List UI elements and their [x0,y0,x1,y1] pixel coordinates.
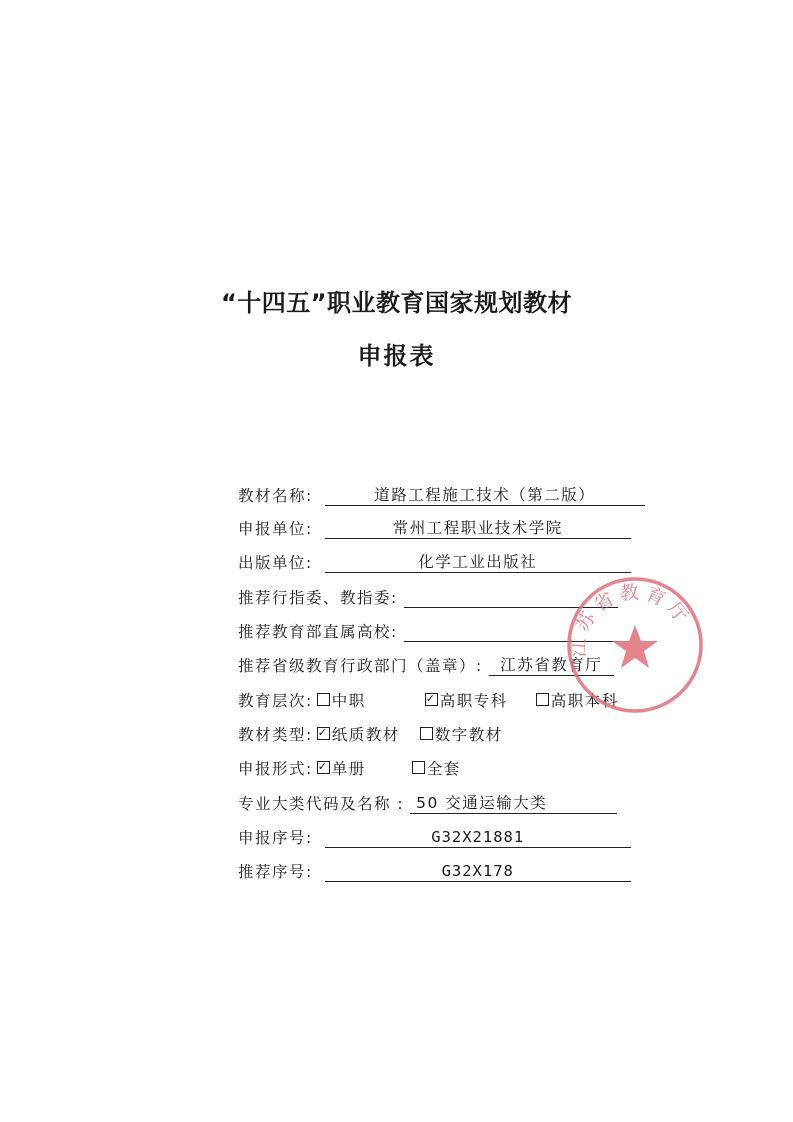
application-no-value: G32X21881 [431,828,525,846]
option-label: 纸质教材 [331,726,400,744]
option-zhongzhi[interactable] [317,689,366,711]
major-category-field[interactable] [410,793,617,814]
svg-text:江苏省教育厅: 江苏省教育厅 [567,581,696,659]
recommend-province-value: 江苏省教育厅 [500,656,603,674]
option-label: 全套 [426,760,461,778]
option-full-set[interactable] [412,757,461,779]
row-application-no [238,826,631,848]
recommend-no-field[interactable] [325,861,631,882]
option-label: 高职专科 [439,692,508,710]
option-gaozhi-benke[interactable] [536,689,619,711]
application-form-label: 申报形式: [238,760,313,778]
application-no-label: 申报序号: [238,829,313,847]
checkbox-icon[interactable] [420,727,433,740]
row-major-category [238,792,617,814]
document-subtitle: 申报表 [357,342,436,370]
checkbox-icon[interactable] [317,727,330,740]
option-paper[interactable] [317,723,400,745]
option-label: 数字教材 [434,726,503,744]
option-label: 单册 [331,760,366,778]
checkbox-icon[interactable] [317,761,330,774]
row-recommend-committee [238,586,618,608]
textbook-name-label: 教材名称: [238,487,313,505]
education-level-label: 教育层次: [238,692,313,710]
applicant-unit-value: 常州工程职业技术学院 [392,519,563,537]
checkbox-icon[interactable] [536,693,549,706]
recommend-committee-field[interactable] [404,587,618,608]
publisher-value: 化学工业出版社 [418,553,538,571]
option-label: 中职 [331,692,366,710]
checkbox-icon[interactable] [412,761,425,774]
recommend-no-label: 推荐序号: [238,863,313,881]
row-applicant-unit [238,517,631,539]
application-no-field[interactable] [325,827,631,848]
recommend-province-field[interactable] [489,655,614,676]
textbook-type-label: 教材类型: [238,726,313,744]
row-publisher [238,551,631,573]
publisher-field[interactable] [325,552,631,573]
option-gaozhi-zhuanke[interactable] [425,689,508,711]
option-single[interactable] [317,757,366,779]
row-recommend-province [238,654,614,676]
checkbox-icon[interactable] [425,693,438,706]
textbook-name-value: 道路工程施工技术（第二版） [374,486,596,504]
document-title: “十四五”职业教育国家规划教材 [220,289,573,317]
recommend-school-label: 推荐教育部直属高校: [238,623,398,641]
recommend-committee-label: 推荐行指委、教指委: [238,589,398,607]
applicant-unit-label: 申报单位: [238,520,313,538]
textbook-name-field[interactable] [325,485,645,506]
row-recommend-school [238,620,618,642]
major-category-label: 专业大类代码及名称 : [238,795,405,813]
major-category-value: 50 交通运输大类 [416,794,548,812]
row-recommend-no [238,860,631,882]
recommend-province-label: 推荐省级教育行政部门（盖章）: [238,657,483,675]
option-digital[interactable] [420,723,503,745]
publisher-label: 出版单位: [238,554,313,572]
row-education-level [238,689,619,711]
recommend-school-field[interactable] [404,621,618,642]
row-textbook-name [238,484,645,506]
checkbox-icon[interactable] [317,693,330,706]
row-application-form [238,757,461,779]
row-textbook-type [238,723,503,745]
option-label: 高职本科 [550,692,619,710]
recommend-no-value: G32X178 [441,862,514,880]
applicant-unit-field[interactable] [325,518,631,539]
